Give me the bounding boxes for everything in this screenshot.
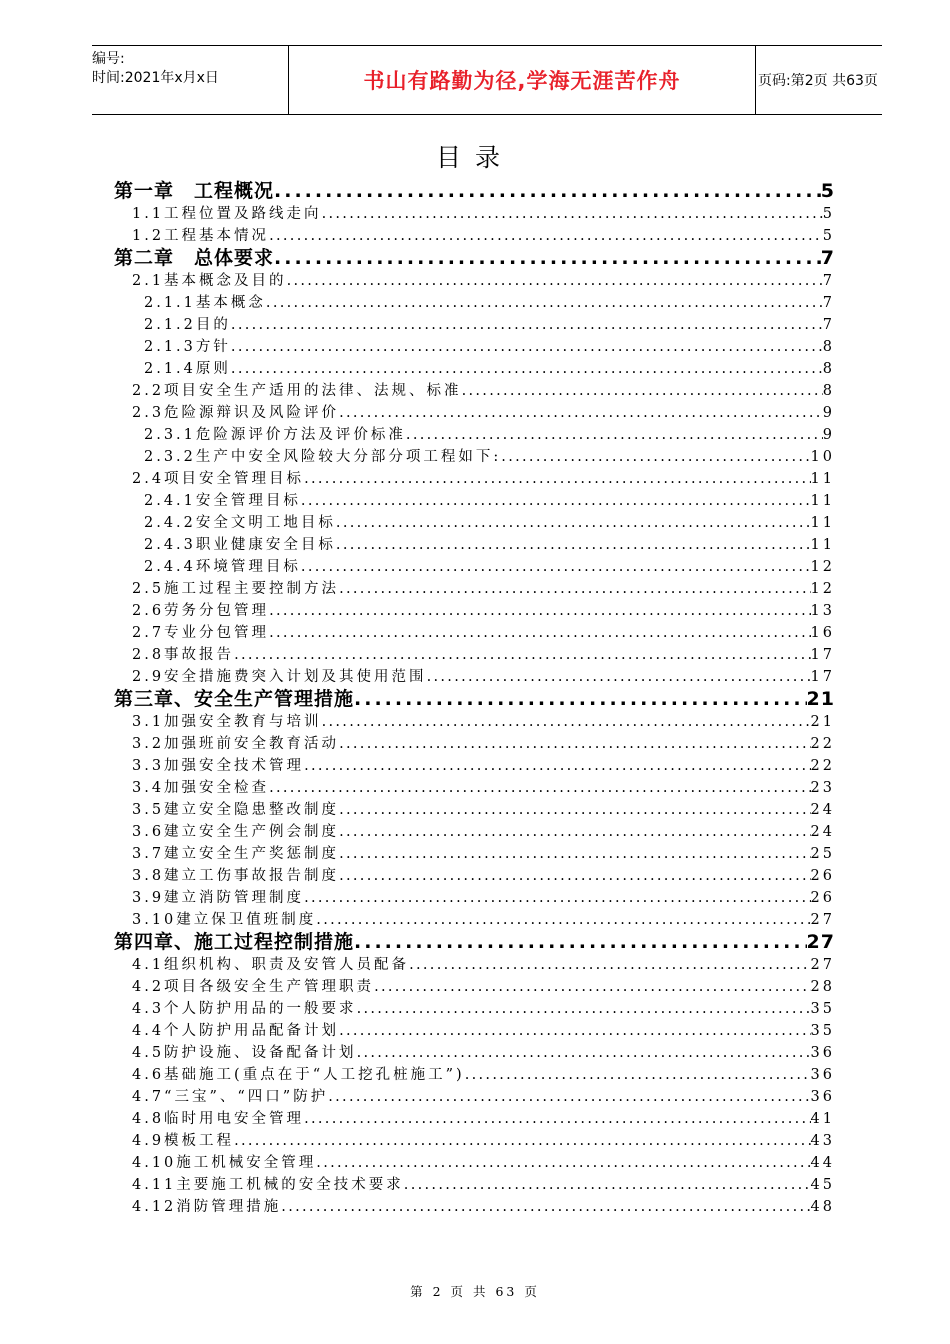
toc-section-row[interactable] [114,666,835,688]
toc-section-row[interactable] [114,954,835,976]
toc-section-row[interactable] [114,380,835,402]
toc-dot-leader [304,468,810,490]
toc-entry-title: 4.2项目各级安全生产管理职责 [132,979,375,995]
toc-dot-leader [374,976,810,998]
toc-section-row[interactable] [114,1108,835,1130]
toc-entry-title: 3.4加强安全检查 [132,780,270,796]
toc-entry-title: 3.6建立安全生产例会制度 [132,824,340,840]
toc-dot-leader [336,512,811,534]
toc-dot-leader [231,358,823,380]
toc-dot-leader [339,402,823,424]
toc-section-row[interactable] [114,887,835,909]
toc-dot-leader [274,247,821,270]
toc-page-number: 12 [810,581,835,597]
toc-section-row[interactable] [114,578,835,600]
table-of-contents [114,180,835,1218]
toc-entry-title: 2.7专业分包管理 [132,625,270,641]
toc-entry-title: 4.11主要施工机械的安全技术要求 [132,1177,404,1193]
toc-entry-title: 3.2加强班前安全教育活动 [132,736,340,752]
toc-page-number: 5 [820,180,835,202]
toc-section-row[interactable] [114,1130,835,1152]
toc-page-number: 26 [810,890,835,906]
toc-section-row[interactable] [114,1086,835,1108]
toc-page-number: 8 [822,339,835,355]
toc-page-number: 35 [810,1023,835,1039]
toc-page-number: 5 [822,206,835,222]
toc-section-row[interactable] [114,468,835,490]
toc-dot-leader [465,1064,811,1086]
toc-page-number: 43 [810,1133,835,1149]
toc-entry-title: 3.5建立安全隐患整改制度 [132,802,340,818]
toc-entry-title: 2.4.2安全文明工地目标 [144,515,336,531]
toc-page-number: 8 [822,361,835,377]
toc-dot-leader [339,821,810,843]
toc-dot-leader [339,578,810,600]
toc-page-number: 27 [810,912,835,928]
toc-entry-title: 2.3.2生产中安全风险较大分部分项工程如下: [144,449,502,465]
toc-entry-title: 1.1工程位置及路线走向 [132,206,322,222]
toc-dot-leader [269,600,810,622]
toc-dot-leader [269,777,810,799]
toc-dot-leader [287,270,823,292]
toc-page-number: 25 [810,846,835,862]
toc-dot-leader [322,203,823,225]
toc-dot-leader [316,909,810,931]
toc-entry-title: 3.3加强安全技术管理 [132,758,305,774]
toc-page-number: 36 [810,1089,835,1105]
toc-entry-title: 4.12消防管理措施 [132,1199,282,1215]
toc-section-row[interactable] [114,865,835,887]
toc-dot-leader [266,292,823,314]
toc-page-number: 44 [810,1155,835,1171]
toc-entry-title: 3.8建立工伤事故报告制度 [132,868,340,884]
toc-page-number: 16 [810,625,835,641]
toc-section-row[interactable] [114,225,835,247]
toc-title: 目录 [435,143,514,172]
toc-entry-title: 2.8事故报告 [132,647,235,663]
toc-page-number: 21 [810,714,835,730]
toc-chapter-row[interactable] [114,931,835,954]
toc-section-row[interactable] [114,843,835,865]
toc-page-number: 9 [822,427,835,443]
toc-entry-title: 第四章、施工过程控制措施 [114,931,355,953]
toc-section-row[interactable] [114,976,835,998]
toc-page-number: 24 [810,824,835,840]
toc-entry-title: 3.1加强安全教育与培训 [132,714,322,730]
toc-section-row[interactable] [114,622,835,644]
header-page-number: 页码:第2页 共63页 [758,73,878,89]
toc-dot-leader [462,380,823,402]
toc-dot-leader [354,931,807,954]
toc-chapter-row[interactable] [114,180,835,203]
toc-entry-title: 第三章、安全生产管理措施 [114,688,355,710]
toc-section-row[interactable] [114,446,835,468]
toc-section-row[interactable] [114,799,835,821]
toc-page-number: 8 [822,383,835,399]
toc-section-row[interactable] [114,644,835,666]
toc-dot-leader [269,225,823,247]
toc-dot-leader [427,666,811,688]
toc-section-row[interactable] [114,1064,835,1086]
toc-page-number: 41 [810,1111,835,1127]
toc-dot-leader [339,865,810,887]
toc-entry-title: 2.5施工过程主要控制方法 [132,581,340,597]
toc-section-row[interactable] [114,314,835,336]
toc-section-row[interactable] [114,1020,835,1042]
toc-page-number: 28 [810,979,835,995]
toc-page-number: 36 [810,1067,835,1083]
page-footer: 第 2 页 共 63 页 [410,1284,540,1299]
toc-section-row[interactable] [114,777,835,799]
toc-dot-leader [406,424,823,446]
toc-entry-title: 2.4.3职业健康安全目标 [144,537,336,553]
toc-dot-leader [404,1174,811,1196]
toc-dot-leader [231,336,823,358]
toc-section-row[interactable] [114,1174,835,1196]
toc-dot-leader [301,490,811,512]
toc-entry-title: 2.2项目安全生产适用的法律、法规、标准 [132,383,462,399]
toc-section-row[interactable] [114,1042,835,1064]
header-meta [92,46,288,118]
toc-dot-leader [234,1130,810,1152]
toc-dot-leader [304,887,810,909]
header-motto-cell [288,46,756,114]
toc-section-row[interactable] [114,909,835,931]
toc-section-row[interactable] [114,270,835,292]
toc-page-number: 12 [810,559,835,575]
toc-entry-title: 2.1.1基本概念 [144,295,266,311]
toc-dot-leader [409,954,810,976]
toc-section-row[interactable] [114,203,835,225]
toc-dot-leader [269,622,810,644]
toc-section-row[interactable] [114,733,835,755]
toc-dot-leader [328,1086,810,1108]
toc-page-number: 36 [810,1045,835,1061]
toc-entry-title: 4.10施工机械安全管理 [132,1155,317,1171]
toc-section-row[interactable] [114,402,835,424]
toc-page-number: 11 [810,515,835,531]
page-header [92,45,882,115]
toc-page-number: 27 [806,931,835,953]
toc-dot-leader [339,799,810,821]
toc-section-row[interactable] [114,821,835,843]
header-time: 时间:2021年x月x日 [92,70,219,86]
toc-page-number: 7 [822,295,835,311]
toc-entry-title: 2.4.4环境管理目标 [144,559,301,575]
toc-page-number: 26 [810,868,835,884]
toc-page-number: 9 [822,405,835,421]
toc-dot-leader [339,843,810,865]
toc-page-number: 45 [810,1177,835,1193]
toc-section-row[interactable] [114,600,835,622]
toc-entry-title: 2.4.1安全管理目标 [144,493,301,509]
toc-entry-title: 4.8临时用电安全管理 [132,1111,305,1127]
toc-page-number: 7 [822,273,835,289]
toc-page-number: 23 [810,780,835,796]
toc-dot-leader [231,314,823,336]
toc-entry-title: 4.6基础施工(重点在于“人工挖孔桩施工”) [132,1067,465,1083]
toc-dot-leader [301,556,811,578]
toc-dot-leader [281,1196,810,1218]
toc-entry-title: 4.4个人防护用品配备计划 [132,1023,340,1039]
toc-dot-leader [234,644,810,666]
toc-dot-leader [357,1042,811,1064]
toc-page-number: 11 [810,537,835,553]
toc-entry-title: 2.6劳务分包管理 [132,603,270,619]
toc-page-number: 13 [810,603,835,619]
toc-entry-title: 2.1.2目的 [144,317,231,333]
toc-page-number: 22 [810,758,835,774]
toc-entry-title: 2.4项目安全管理目标 [132,471,305,487]
toc-section-row[interactable] [114,1196,835,1218]
toc-dot-leader [336,534,811,556]
toc-section-row[interactable] [114,512,835,534]
toc-dot-leader [304,1108,810,1130]
toc-entry-title: 4.5防护设施、设备配备计划 [132,1045,357,1061]
header-page-cell [754,46,882,114]
toc-page-number: 17 [810,647,835,663]
toc-page-number: 21 [806,688,835,710]
toc-entry-title: 2.1基本概念及目的 [132,273,287,289]
toc-section-row[interactable] [114,556,835,578]
toc-page-number: 7 [820,247,835,269]
toc-dot-leader [322,711,811,733]
toc-page-number: 27 [810,957,835,973]
toc-section-row[interactable] [114,755,835,777]
header-motto: 书山有路勤为径,学海无涯苦作舟 [363,69,681,93]
toc-page-number: 11 [810,471,835,487]
toc-page-number: 5 [822,228,835,244]
toc-section-row[interactable] [114,1152,835,1174]
toc-dot-leader [304,755,810,777]
toc-entry-title: 2.1.3方针 [144,339,231,355]
toc-section-row[interactable] [114,711,835,733]
toc-page-number: 7 [822,317,835,333]
toc-entry-title: 4.9模板工程 [132,1133,235,1149]
toc-section-row[interactable] [114,358,835,380]
toc-entry-title: 2.1.4原则 [144,361,231,377]
toc-chapter-row[interactable] [114,247,835,270]
toc-entry-title: 4.3个人防护用品的一般要求 [132,1001,357,1017]
toc-entry-title: 1.2工程基本情况 [132,228,270,244]
toc-entry-title: 4.7“三宝”、“四口”防护 [132,1089,329,1105]
toc-page-number: 22 [810,736,835,752]
toc-entry-title: 3.9建立消防管理制度 [132,890,305,906]
toc-entry-title: 2.3.1危险源评价方法及评价标准 [144,427,406,443]
toc-page-number: 10 [810,449,835,465]
toc-section-row[interactable] [114,336,835,358]
toc-entry-title: 第一章 工程概况 [114,180,275,202]
toc-section-row[interactable] [114,998,835,1020]
toc-entry-title: 3.10建立保卫值班制度 [132,912,317,928]
toc-dot-leader [357,998,811,1020]
toc-entry-title: 第二章 总体要求 [114,247,275,269]
toc-dot-leader [354,688,807,711]
toc-section-row[interactable] [114,490,835,512]
header-number: 编号: [92,51,125,67]
toc-section-row[interactable] [114,534,835,556]
toc-dot-leader [316,1152,810,1174]
toc-page-number: 24 [810,802,835,818]
toc-page-number: 35 [810,1001,835,1017]
toc-chapter-row[interactable] [114,688,835,711]
toc-section-row[interactable] [114,292,835,314]
toc-entry-title: 4.1组织机构、职责及安管人员配备 [132,957,410,973]
toc-entry-title: 2.3危险源辩识及风险评价 [132,405,340,421]
toc-dot-leader [501,446,810,468]
toc-section-row[interactable] [114,424,835,446]
toc-entry-title: 3.7建立安全生产奖惩制度 [132,846,340,862]
toc-dot-leader [274,180,821,203]
toc-dot-leader [339,733,810,755]
toc-page-number: 48 [810,1199,835,1215]
toc-page-number: 17 [810,669,835,685]
toc-entry-title: 2.9安全措施费突入计划及其使用范围 [132,669,427,685]
toc-page-number: 11 [810,493,835,509]
toc-dot-leader [339,1020,810,1042]
